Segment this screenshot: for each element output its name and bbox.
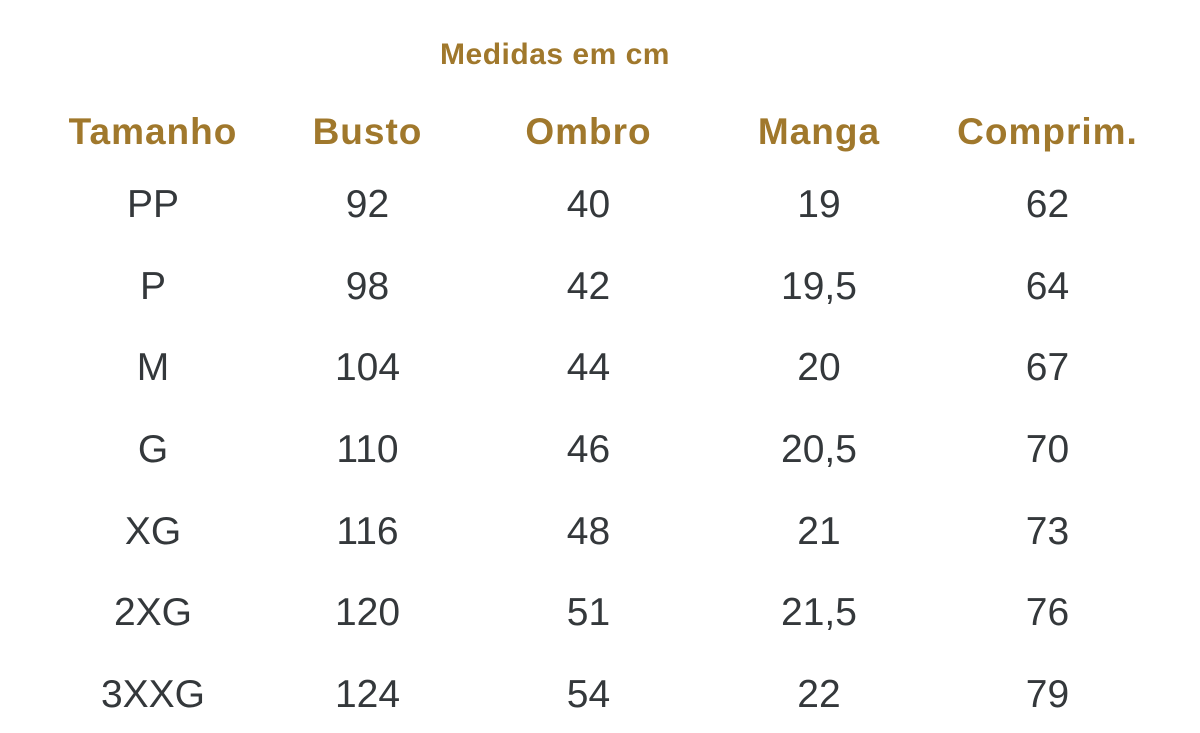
size-label: XG (124, 509, 182, 553)
page-title: Medidas em cm (440, 38, 670, 71)
table-cell: 51 (566, 591, 611, 635)
table-cell: 44 (566, 346, 611, 390)
size-table (45, 100, 1160, 733)
table-cell: 92 (345, 182, 390, 226)
size-label: PP (126, 182, 180, 226)
column-header-tamanho: Tamanho (68, 111, 238, 152)
table-cell: 42 (566, 264, 611, 308)
table-cell: 116 (336, 509, 399, 553)
size-label: P (139, 264, 166, 308)
table-cell: 20 (797, 346, 841, 390)
size-label: G (137, 427, 169, 471)
table-cell: 22 (797, 672, 841, 716)
table-cell: 62 (1025, 182, 1070, 226)
table-cell: 48 (566, 509, 611, 553)
column-header-busto: Busto (312, 111, 423, 152)
column-header-comprim: Comprim. (957, 111, 1138, 152)
table-cell: 67 (1025, 346, 1070, 390)
column-header-manga: Manga (757, 111, 881, 152)
table-cell: 19,5 (781, 264, 857, 308)
table-cell: 40 (566, 182, 611, 226)
table-cell: 20,5 (781, 427, 857, 471)
table-cell: 21,5 (781, 591, 857, 635)
size-label: M (136, 346, 170, 390)
size-label: 2XG (113, 591, 193, 635)
table-cell: 21 (797, 509, 841, 553)
table-cell: 54 (566, 672, 611, 716)
table-cell: 70 (1025, 427, 1070, 471)
table-cell: 19 (797, 182, 841, 226)
table-cell: 124 (334, 672, 401, 716)
table-cell: 120 (334, 591, 401, 635)
table-cell: 76 (1025, 591, 1070, 635)
table-cell: 64 (1025, 264, 1070, 308)
table-cell: 73 (1025, 509, 1070, 553)
table-cell: 79 (1025, 672, 1070, 716)
table-cell: 98 (345, 264, 390, 308)
size-label: 3XXG (100, 672, 206, 716)
table-cell: 46 (566, 427, 611, 471)
column-header-ombro: Ombro (525, 111, 652, 152)
table-cell: 104 (334, 346, 401, 390)
table-cell: 110 (336, 427, 399, 471)
